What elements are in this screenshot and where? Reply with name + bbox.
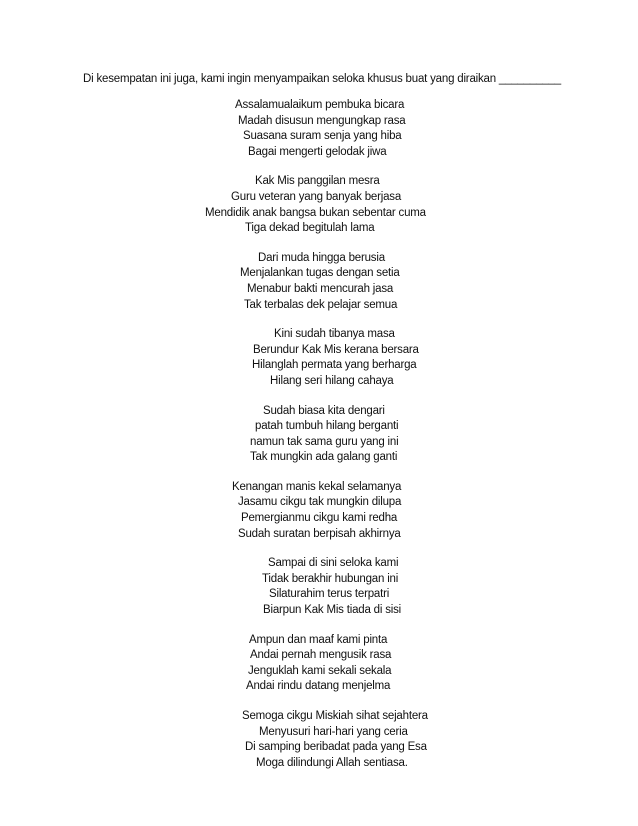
poem-line: Biarpun Kak Mis tiada di sisi bbox=[263, 604, 402, 617]
poem-line: patah tumbuh hilang berganti bbox=[255, 420, 399, 433]
poem-line: Kenangan manis kekal selamanya bbox=[232, 480, 402, 493]
stanza-4 bbox=[0, 327, 638, 389]
poem-line: Bagai mengerti gelodak jiwa bbox=[248, 145, 387, 158]
stanza-6 bbox=[0, 480, 638, 542]
poem-line: Sudah biasa kita dengari bbox=[263, 404, 385, 417]
poem-line: Kak Mis panggilan mesra bbox=[255, 175, 380, 188]
poem-line: Sudah suratan berpisah akhirnya bbox=[238, 527, 401, 540]
poem-line: Silaturahim terus terpatri bbox=[269, 588, 390, 601]
intro-paragraph: Di kesempatan ini juga, kami ingin menyampaikan seloka khusus buat yang diraikan __________ bbox=[83, 73, 561, 85]
stanza-5 bbox=[0, 404, 638, 466]
poem-line: Tidak berakhir hubungan ini bbox=[262, 572, 399, 585]
stanza-7 bbox=[0, 556, 638, 618]
poem-line: Jenguklah kami sekali sekala bbox=[248, 664, 392, 677]
poem-line: Menabur bakti mencurah jasa bbox=[247, 282, 394, 295]
stanza-3 bbox=[0, 251, 638, 313]
poem-line: Pemergianmu cikgu kami redha bbox=[241, 512, 398, 525]
poem-line: Semoga cikgu Miskiah sihat sejahtera bbox=[242, 710, 428, 722]
stanza-9 bbox=[0, 709, 638, 771]
poem-line: Dari muda hingga berusia bbox=[258, 251, 385, 264]
seloka-poem bbox=[0, 98, 638, 785]
poem-line: namun tak sama guru yang ini bbox=[250, 435, 399, 448]
poem-line: Tak terbalas dek pelajar semua bbox=[244, 298, 398, 311]
poem-line: Hilanglah permata yang berharga bbox=[252, 359, 417, 372]
stanza-8 bbox=[0, 633, 638, 695]
poem-line: Suasana suram senja yang hiba bbox=[243, 130, 402, 143]
poem-line: Kini sudah tibanya masa bbox=[274, 328, 395, 341]
poem-line: Tak mungkin ada galang ganti bbox=[250, 451, 398, 464]
poem-line: Assalamualaikum pembuka bicara bbox=[235, 99, 405, 111]
poem-line: Andai pernah mengusik rasa bbox=[250, 649, 392, 662]
stanza-1 bbox=[0, 98, 638, 160]
poem-line: Berundur Kak Mis kerana bersara bbox=[253, 343, 419, 356]
stanza-2 bbox=[0, 174, 638, 236]
poem-line: Menjalankan tugas dengan setia bbox=[240, 267, 400, 280]
poem-line: Madah disusun mengungkap rasa bbox=[238, 114, 406, 127]
poem-line: Jasamu cikgu tak mungkin dilupa bbox=[238, 496, 402, 509]
poem-line: Andai rindu datang menjelma bbox=[246, 680, 391, 693]
poem-line: Menyusuri hari-hari yang ceria bbox=[259, 725, 408, 738]
poem-line: Ampun dan maaf kami pinta bbox=[249, 633, 388, 646]
poem-line: Guru veteran yang banyak berjasa bbox=[231, 190, 402, 203]
poem-line: Tiga dekad begitulah lama bbox=[245, 222, 375, 235]
poem-line: Moga dilindungi Allah sentiasa. bbox=[256, 756, 408, 769]
poem-line: Mendidik anak bangsa bukan sebentar cuma bbox=[205, 206, 426, 219]
poem-line: Hilang seri hilang cahaya bbox=[270, 374, 394, 387]
poem-line: Di samping beribadat pada yang Esa bbox=[245, 741, 427, 754]
poem-line: Sampai di sini seloka kami bbox=[268, 557, 399, 570]
